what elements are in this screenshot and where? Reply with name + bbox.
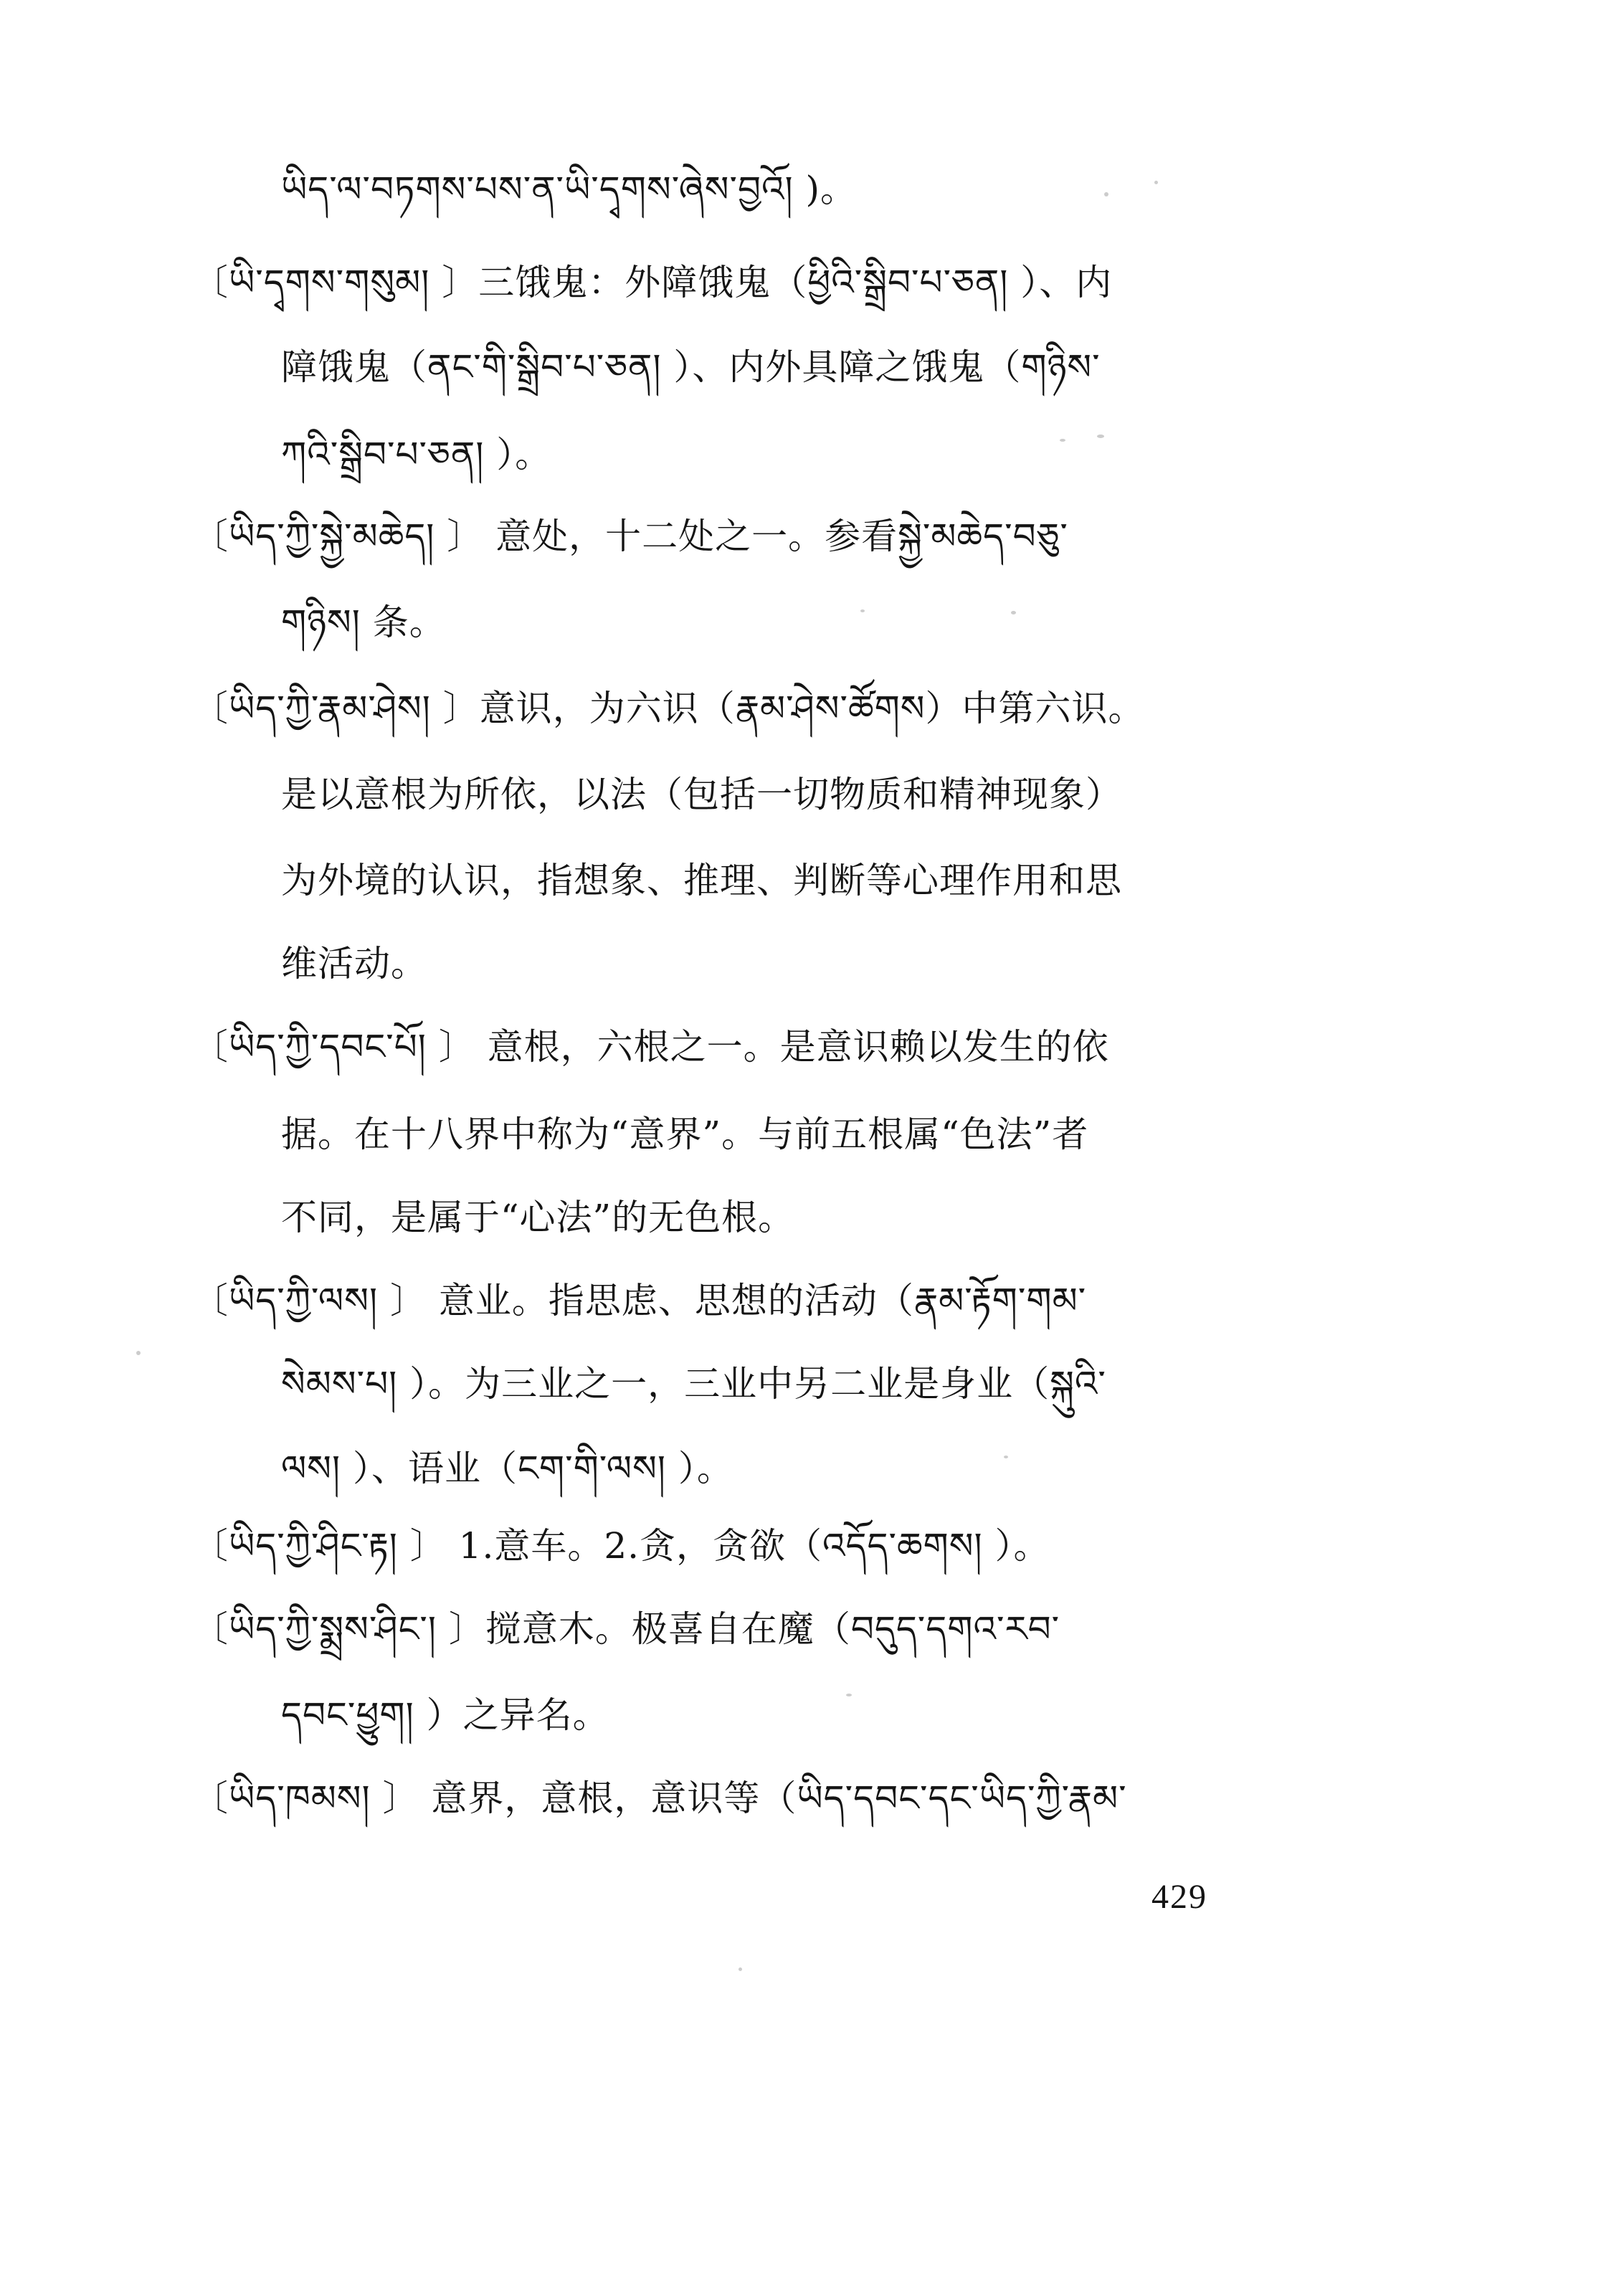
text-line-9: 为外境的认识，指想象、推理、判断等心理作用和思 — [281, 860, 1122, 901]
entry-yid-kyi-smras-shing: 〔ཡིད་ཀྱི་སྨྲས་ཤིང་། 〕搅意木。极喜自在魔（བདུད་དགའ་རབ་ — [192, 1608, 1060, 1650]
entry-yid-kyi-dbang-po: 〔ཡིད་ཀྱི་དབང་པོ། 〕 意根，六根之一。是意识赖以发生的依 — [192, 1026, 1109, 1068]
entry-yid-khams: 〔ཡིད་ཁམས། 〕 意界，意根，意识等（ཡིད་དབང་དང་ཡིད་ཀྱི་རྣམ་ — [192, 1777, 1127, 1819]
text-line-12: 据。在十八界中称为“意界”。与前五根属“色法”者 — [281, 1114, 1089, 1155]
entry-yi-dvags-gsum: 〔ཡི་དྭགས་གསུམ། 〕三饿鬼：外障饿鬼（ཕྱིའི་སྒྲིབ་པ་ཅན། ）、内 — [192, 262, 1113, 303]
scan-speck — [1154, 181, 1158, 184]
entry-yid-kyi-las: 〔ཡིད་ཀྱི་ལས། 〕 意业。指思虑、思想的活动（རྣམ་རྟོག་གམ་ — [192, 1280, 1087, 1321]
scan-speck — [1011, 611, 1016, 614]
scan-speck — [860, 609, 865, 612]
scan-speck — [1104, 192, 1108, 196]
scan-speck — [1097, 435, 1104, 438]
text-line-8: 是以意根为所依，以法（包括一切物质和精神现象） — [281, 774, 1122, 815]
entry-yid-kyi-shing-rta: 〔ཡིད་ཀྱི་ཤིང་རྟ། 〕 1.意车。2.贪，贪欲（འདོད་ཆགས། ）。 — [192, 1525, 1050, 1567]
page-number: 429 — [1151, 1878, 1207, 1916]
text-line-3: 障饿鬼（ནང་གི་སྒྲིབ་པ་ཅན། ）、内外具障之饿鬼（གཉིས་ — [281, 346, 1101, 388]
text-line-1: ཡིད་ལ་བཏགས་པས་ན་ཡི་དྭགས་ཞེས་བྱའོ། )。 — [281, 168, 857, 210]
scan-speck — [1060, 439, 1065, 442]
text-line-10: 维活动。 — [281, 943, 427, 984]
entry-yid-kyi-skye-mched: 〔ཡིད་ཀྱི་སྐྱེ་མཆེད། 〕 意处，十二处之一。参看སྐྱེ་མཆེད་བཅུ་ — [192, 516, 1068, 557]
scan-speck — [739, 1967, 742, 1971]
scan-speck — [846, 1694, 852, 1696]
entry-yid-kyi-rnam-shes: 〔ཡིད་ཀྱི་རྣམ་ཤེས། 〕意识，为六识（རྣམ་ཤེས་ཚོགས）中第六识。 — [192, 688, 1145, 729]
scan-speck — [1004, 1456, 1008, 1458]
text-line-16: ལས། ）、语业（ངག་གི་ལས། ）。 — [281, 1448, 733, 1489]
text-line-19: དབང་ཕྱུག། ）之异名。 — [281, 1694, 609, 1736]
text-line-6: གཉིས། 条。 — [281, 602, 446, 643]
text-line-15: སེམས་པ། ）。为三业之一，三业中另二业是身业（སྐུའི་ — [281, 1363, 1106, 1405]
scan-speck — [136, 1351, 141, 1355]
text-line-13: 不同，是属于“心法”的无色根。 — [281, 1197, 795, 1238]
text-line-4: ཀའི་སྒྲིབ་པ་ཅན། ）。 — [281, 434, 552, 475]
